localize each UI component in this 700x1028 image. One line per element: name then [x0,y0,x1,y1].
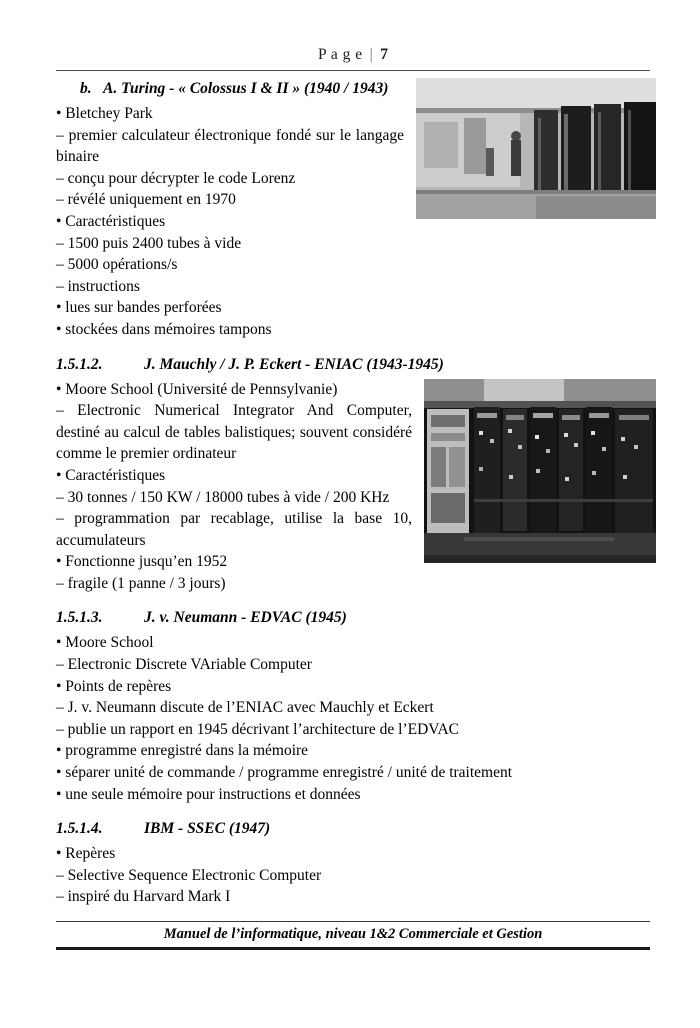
bullet-line: • Moore School (Université de Pennsylvanie) [56,380,338,398]
bullet-line: – 5000 opérations/s [56,256,178,274]
colossus-photo-image [416,78,656,219]
bullet-line: – 1500 puis 2400 tubes à vide [56,234,242,252]
bullet-line: – publie un rapport en 1945 décrivant l’architecture de l’EDVAC [56,720,460,738]
page-header [56,46,650,64]
heading-edvac [56,607,650,629]
section-turing-colossus [56,78,650,341]
page-number: 7 [380,46,389,63]
heading-turing-number: b. [80,80,92,97]
bullet-line: • séparer unité de commande / programme enregistré / unité de traitement [56,764,513,782]
bullet-line: – révélé uniquement en 1970 [56,191,236,209]
heading-eniac-title: J. Mauchly / J. P. Eckert - ENIAC (1943-1945) [144,355,444,373]
bullet-line: • une seule mémoire pour instructions et données [56,785,361,803]
heading-ssec [56,818,650,840]
heading-eniac-number: 1.5.1.2. [56,355,103,373]
bullet-line: • lues sur bandes perforées [56,299,222,317]
bullet-line: – programmation par recablage, utilise la base 10, accumulateurs [56,510,412,549]
section-edvac [56,607,650,805]
bullet-line: • Points de repères [56,677,172,695]
heading-ssec-number: 1.5.1.4. [56,820,103,838]
bullet-line: • Caractéristiques [56,466,166,484]
heading-turing-title: A. Turing - « Colossus I & II » (1940 / 1943) [103,80,389,97]
bullet-line: – conçu pour décrypter le code Lorenz [56,169,296,187]
heading-ssec-title: IBM - SSEC (1947) [144,820,271,838]
bullet-line: – Electronic Discrete VAriable Computer [56,656,312,674]
bullet-line: – fragile (1 panne / 3 jours) [56,574,226,592]
bullet-line: – Electronic Numerical Integrator And Computer, destiné au calcul de tables balistiques; souvent considéré comme le premier ordinateur [56,402,412,463]
footer-text: Manuel de l’informatique, niveau 1&2 Commerciale et Gestion [163,926,543,942]
header-rule [56,70,650,71]
colossus-photo [416,78,656,219]
bullet-line: – 30 tonnes / 150 KW / 18000 tubes à vide / 200 KHz [56,488,390,506]
eniac-photo-image [424,379,656,563]
bullet-line: – inspiré du Harvard Mark I [56,888,231,906]
bullet-line: • Fonctionne jusqu’en 1952 [56,553,228,571]
page-separator: | [369,46,374,63]
page-label: P a g e [317,46,363,63]
bullet-line: • Repères [56,845,116,863]
footer-rule-bottom [56,947,650,950]
bullet-line: • stockées dans mémoires tampons [56,320,272,338]
heading-edvac-title: J. v. Neumann - EDVAC (1945) [144,609,347,627]
bullet-line: • Moore School [56,634,154,652]
bullet-line: – J. v. Neumann discute de l’ENIAC avec Mauchly et Eckert [56,699,434,717]
heading-eniac [56,354,650,376]
bullet-line: • programme enregistré dans la mémoire [56,742,309,760]
bullet-line: – premier calculateur électronique fondé sur le langage binaire [56,126,404,166]
section-eniac [56,354,650,595]
heading-edvac-number: 1.5.1.3. [56,609,103,627]
bullet-line: • Caractéristiques [56,212,166,230]
bullet-line: • Bletchey Park [56,105,153,122]
bullet-line: – Selective Sequence Electronic Computer [56,866,322,884]
eniac-photo [424,379,656,563]
bullet-line: – instructions [56,277,140,295]
page-footer [56,921,650,950]
section-ssec [56,818,650,908]
